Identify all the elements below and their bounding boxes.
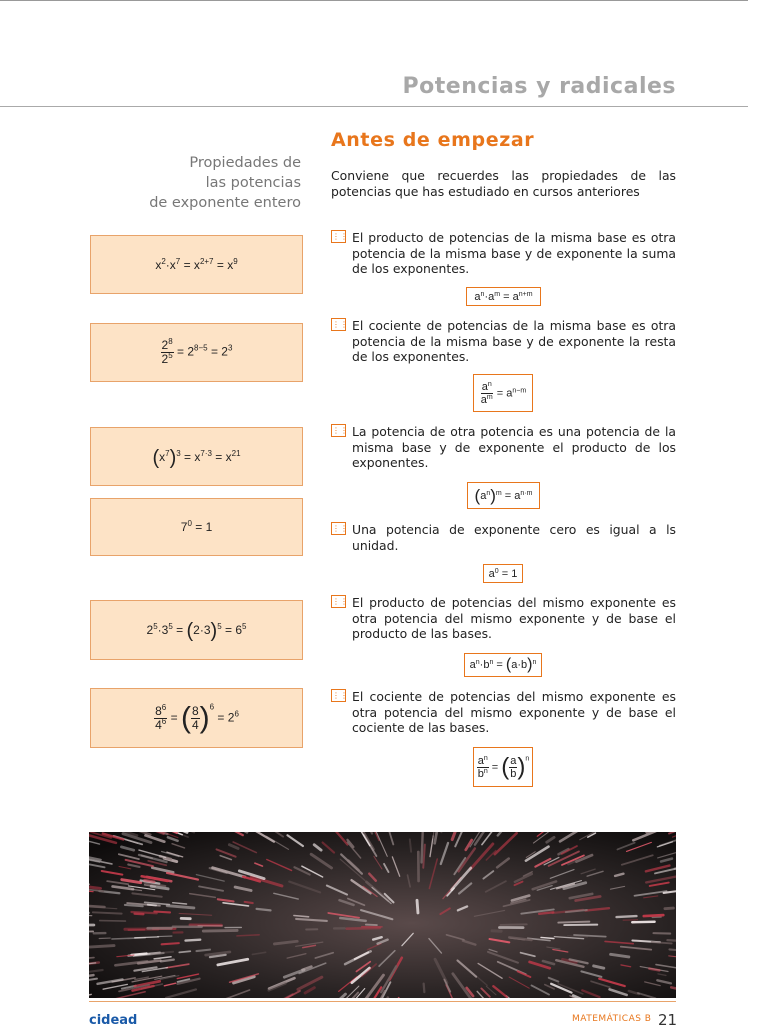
example-formula: $2^5\cdot 3^5 = (2\cdot 3)^5 = 6^5$ [147,623,247,637]
formula-box: $\frac{a^n}{a^m}$ = $a^{n-m}$ [473,374,533,412]
footer-subject: MATEMÁTICAS B [572,1014,651,1024]
top-rule [0,0,748,1]
fireworks-image [89,832,676,998]
property-text: La potencia de otra potencia es una potencia de la misma base y de exponente el producto de los exponentes. [352,424,676,471]
property-item [331,689,676,736]
section-title: Antes de empezar [331,129,534,151]
sidebar-heading-line: Propiedades de [90,153,301,173]
example-formula: $(x^7)^3 = x^{7\cdot 3} = x^{21}$ [152,450,240,464]
example-box-zero-exponent [90,498,303,556]
formula-box: $(a^n)^m = a^{n\cdot m}$ [467,482,540,509]
property-text: El cociente de potencias del mismo exponente es otra potencia del mismo exponente y de base el cociente de las bases. [352,689,676,736]
intro-paragraph: Conviene que recuerdes las propiedades de las potencias que has estudiado en cursos anteriores [331,168,676,199]
fireworks-photo [89,832,676,998]
formula-box: $a^n\cdot a^m = a^{n+m}$ [466,287,541,306]
page-number: 21 [658,1011,677,1029]
example-formula: $x^2\cdot x^7 = x^{2+7} = x^9$ [155,258,237,272]
footer-rule [89,1001,676,1002]
example-box-product [90,235,303,294]
property-item [331,522,676,553]
list-bullet-icon: ⋮⋮ [331,424,346,437]
property-item [331,318,676,365]
example-formula: $7^0 = 1$ [181,520,213,534]
formula-box: $\frac{a^n}{b^n}$ = ( $\frac{a}{b}$ )$^n$ [473,747,533,787]
property-item [331,230,676,277]
formula-box: $a^n\cdot b^n = (a\cdot b)^n$ [464,653,542,677]
property-text: El cociente de potencias de la misma base es otra potencia de la misma base y de exponente la resta de los exponentes. [352,318,676,365]
list-bullet-icon: ⋮⋮ [331,318,346,331]
property-text: Una potencia de exponente cero es igual a ls unidad. [352,522,676,553]
list-bullet-icon: ⋮⋮ [331,230,346,243]
example-box-same-exponent-quotient [90,688,303,748]
chapter-title: Potencias y radicales [403,74,676,99]
property-item [331,595,676,642]
sidebar-heading-line: las potencias [90,173,301,193]
list-bullet-icon: ⋮⋮ [331,689,346,702]
example-box-quotient [90,323,303,382]
property-text: El producto de potencias de la misma base es otra potencia de la misma base y de exponente la suma de los exponentes. [352,230,676,277]
example-formula: $\frac{2^8}{2^5}$ = $2^{8-5} = 2^3$ [161,339,233,366]
property-item [331,424,676,471]
example-formula: $\frac{8^6}{4^6}$ = ( $\frac{8}{4}$ )$^6 = 2^6$ [154,705,239,732]
list-bullet-icon: ⋮⋮ [331,522,346,535]
property-text: El producto de potencias del mismo exponente es otra potencia del mismo exponente y de base el producto de las bases. [352,595,676,642]
sidebar-heading [90,153,301,213]
example-box-power-of-power [90,427,303,486]
formula-box: $a^0 = 1$ [483,564,523,583]
chapter-rule [0,106,748,107]
example-box-same-exponent-product [90,600,303,660]
footer-brand-logo: cidead [89,1013,137,1028]
sidebar-heading-line: de exponente entero [90,193,301,213]
list-bullet-icon: ⋮⋮ [331,595,346,608]
